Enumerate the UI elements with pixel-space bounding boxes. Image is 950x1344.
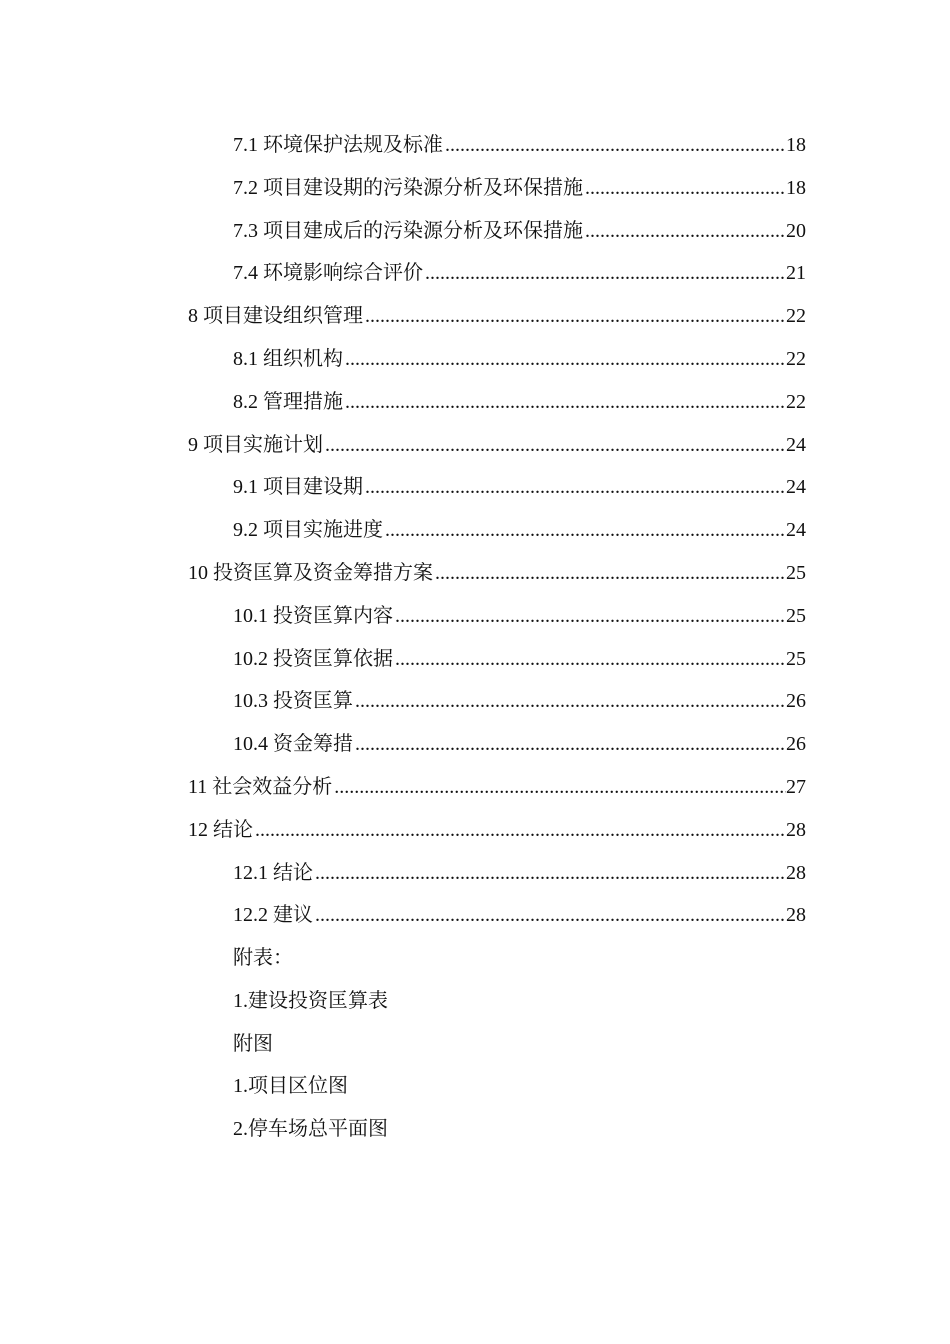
appendix-list [233, 937, 388, 1151]
toc-entry-title: 10.2 投资匡算依据 [233, 647, 393, 670]
toc-entry[interactable] [0, 680, 950, 723]
toc-entry[interactable] [0, 894, 950, 937]
toc-entry[interactable] [0, 124, 950, 167]
toc-entry-title: 7.2 项目建设期的污染源分析及环保措施 [233, 176, 583, 199]
toc-entry[interactable] [0, 338, 950, 381]
toc-entry[interactable] [0, 252, 950, 295]
toc-entry-title: 9.2 项目实施进度 [233, 519, 383, 542]
appendix-item: 附表： [233, 947, 293, 969]
toc-page-number: 24 [786, 519, 806, 542]
appendix-item: 附图 [233, 1032, 273, 1055]
toc-entry-title: 7.1 环境保护法规及标准 [233, 134, 443, 156]
toc-dot-leader [395, 638, 786, 681]
toc-entry-title: 12 结论 [188, 818, 253, 841]
toc-dot-leader [315, 894, 786, 937]
toc-page-number: 25 [786, 604, 806, 627]
toc-entry[interactable] [0, 809, 950, 852]
toc-entry[interactable] [0, 381, 950, 424]
toc-page-number: 27 [786, 775, 806, 798]
toc-entry-title: 9 项目实施计划 [188, 433, 323, 456]
toc-entry[interactable] [0, 852, 950, 895]
toc-entry[interactable] [0, 766, 950, 809]
toc-entry[interactable] [0, 424, 950, 467]
toc-entry-title: 10.3 投资匡算 [233, 690, 353, 713]
toc-page-number: 24 [786, 433, 806, 456]
toc-page-number: 18 [786, 176, 806, 199]
toc-entry[interactable] [0, 723, 950, 766]
appendix-item: 1.项目区位图 [233, 1075, 348, 1098]
toc-dot-leader [365, 295, 786, 338]
toc-entry[interactable] [0, 509, 950, 552]
toc-dot-leader [585, 167, 786, 210]
toc-entry-title: 7.4 环境影响综合评价 [233, 262, 423, 285]
toc-entry-title: 11 社会效益分析 [188, 775, 333, 798]
toc-page-number: 28 [786, 818, 806, 841]
toc-entry-title: 9.1 项目建设期 [233, 476, 363, 499]
toc-page-number: 24 [786, 476, 806, 499]
toc-dot-leader [355, 723, 786, 766]
toc-dot-leader [315, 852, 786, 895]
appendix-item: 2.停车场总平面图 [233, 1118, 388, 1141]
toc-page-number: 25 [786, 561, 806, 584]
toc-dot-leader [255, 809, 786, 852]
appendix-item: 1.建设投资匡算表 [233, 989, 388, 1012]
toc-dot-leader [395, 595, 786, 638]
toc-entry-title: 10.4 资金筹措 [233, 733, 353, 756]
toc-entry-title: 8.1 组织机构 [233, 347, 343, 370]
toc-dot-leader [585, 210, 786, 253]
toc-dot-leader [445, 124, 786, 167]
toc-entry[interactable] [0, 552, 950, 595]
toc-page-number: 25 [786, 647, 806, 670]
toc-page-number: 22 [786, 347, 806, 370]
toc-dot-leader [355, 680, 786, 723]
toc-dot-leader [435, 552, 786, 595]
toc-dot-leader [365, 466, 786, 509]
toc-entry[interactable] [0, 295, 950, 338]
toc-entry[interactable] [0, 638, 950, 681]
toc-dot-leader [325, 424, 786, 467]
toc-page-number: 26 [786, 690, 806, 713]
toc-entry-title: 7.3 项目建成后的污染源分析及环保措施 [233, 219, 583, 242]
toc-entry-title: 12.1 结论 [233, 861, 313, 884]
table-of-contents [0, 124, 950, 937]
toc-dot-leader [425, 252, 786, 295]
toc-dot-leader [345, 338, 786, 381]
toc-entry[interactable] [0, 466, 950, 509]
toc-dot-leader [334, 766, 786, 809]
toc-entry-title: 8 项目建设组织管理 [188, 305, 363, 328]
toc-page-number: 22 [786, 390, 806, 413]
toc-page-number: 26 [786, 733, 806, 756]
toc-page-number: 22 [786, 305, 806, 328]
toc-entry-title: 8.2 管理措施 [233, 390, 343, 413]
toc-entry[interactable] [0, 210, 950, 253]
toc-entry-title: 10.1 投资匡算内容 [233, 604, 393, 627]
toc-dot-leader [345, 381, 786, 424]
toc-entry[interactable] [0, 595, 950, 638]
toc-entry-title: 10 投资匡算及资金筹措方案 [188, 561, 433, 584]
toc-page-number: 20 [786, 219, 806, 242]
toc-page-number: 18 [786, 134, 806, 156]
toc-page-number: 28 [786, 861, 806, 884]
toc-page-number: 21 [786, 262, 806, 285]
toc-page-number: 28 [786, 904, 806, 927]
toc-entry[interactable] [0, 167, 950, 210]
toc-entry-title: 12.2 建议 [233, 904, 313, 927]
toc-dot-leader [385, 509, 786, 552]
